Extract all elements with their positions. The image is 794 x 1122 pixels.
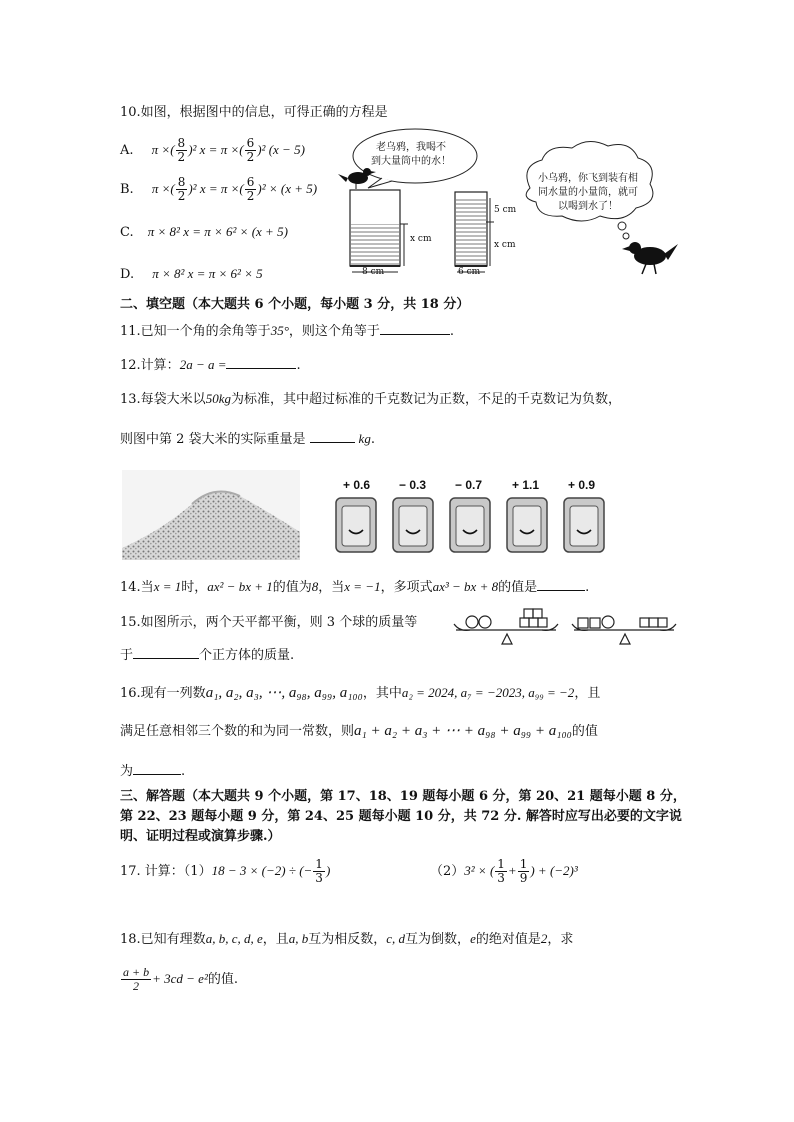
bubble-right-text: 小乌鸦，你飞到装有相 同水量的小量筒，就可 以喝到水了！: [538, 173, 638, 212]
q15-line2: 于 个正方体的质量.: [120, 648, 295, 663]
q10-option-c[interactable]: C. π × 8² x = π × 6² × (x + 5): [120, 224, 288, 240]
rice-bag-icon: [564, 498, 604, 552]
bag-label-1: + 0.6: [343, 478, 371, 492]
balance-scale-icon: [454, 609, 558, 644]
section3-line2: 第 22、23 题每小题 9 分，第 24、25 题每小题 10 分，共 72 分. 解答时应写出必要的文字说: [120, 809, 682, 824]
q15-line1: 15.如图所示，两个天平都平衡，则 3 个球的质量等: [120, 615, 418, 630]
cyl1-height-label: x cm: [410, 234, 432, 244]
cyl1-width-label: 8 cm: [362, 267, 385, 277]
bag-label-4: + 1.1: [512, 478, 540, 492]
section3-line1: 三、解答题（本大题共 9 个小题，第 17、18、19 题每小题 6 分，第 20、21 题每小题 8 分，: [120, 789, 686, 804]
q16-line2: 满足任意相邻三个数的和为同一常数，则a₁ + a₂ + a₃ + ⋯ + a₉₈ + a₉₉ + a₁₀₀的值: [120, 723, 598, 739]
q12: 12.计算：2a − a = .: [120, 357, 301, 373]
q13-line1: 13.每袋大米以50kg为标准，其中超过标准的千克数记为正数，不足的千克数记为负数，: [120, 391, 621, 407]
q10-option-d[interactable]: D. π × 8² x = π × 6² × 5: [120, 266, 263, 282]
bag-label-2: − 0.3: [399, 478, 427, 492]
q11: 11.已知一个角的余角等于35°，则这个角等于 .: [120, 323, 455, 339]
q14-answer-blank[interactable]: [537, 578, 585, 591]
q15-answer-blank[interactable]: [133, 646, 199, 659]
q10-title: 10.如图，根据图中的信息，可得正确的方程是: [120, 105, 388, 120]
balance-scales: [452, 604, 680, 656]
bag-label-5: + 0.9: [568, 478, 596, 492]
q16-line3: 为 .: [120, 764, 186, 779]
q10-option-b[interactable]: B. π ×( $\frac{8}{2}$ )² x = π ×( $\frac{6}{2}$ )² × (x + 5): [120, 175, 318, 203]
section2-title: 二、填空题（本大题共 6 个小题，每小题 3 分，共 18 分）: [120, 297, 470, 312]
q12-answer-blank[interactable]: [226, 356, 296, 369]
rice-bag-icon: [393, 498, 433, 552]
bubble-left-text: 老乌鸦，我喝不 到大量筒中的水！: [371, 142, 451, 167]
q13-line2: 则图中第 2 袋大米的实际重量是 kg.: [120, 431, 375, 447]
q18-line2: $\frac{a + b}{2}$ + 3cd − e²的值.: [123, 965, 238, 993]
cyl2-extra-label: 5 cm: [494, 205, 517, 215]
q18-line1: 18.已知有理数a, b, c, d, e，且a, b互为相反数，c, d互为倒数，e的绝对值是2，求: [120, 931, 574, 947]
q16-line1: 16.现有一列数a₁, a₂, a₃, ⋯, a₉₈, a₉₉, a₁₀₀，其中a₂ = 2024, a₇ = −2023, a₉₉ = −2，且: [120, 685, 601, 701]
rice-pile-image: [122, 470, 300, 560]
q17-part2: （2）3² × ( $\frac{1}{3}$ + $\frac{1}{9}$ ) + (−2)³: [430, 857, 578, 885]
q14: 14.当x = 1时，ax² − bx + 1的值为8，当x = −1，多项式ax³ − bx + 8的值是 .: [120, 579, 590, 595]
cyl2-height-label: x cm: [494, 240, 516, 250]
q11-answer-blank[interactable]: [380, 322, 450, 335]
q10-option-a[interactable]: A. π ×( $\frac{8}{2}$ )² x = π ×( $\frac{6}{2}$ )² (x − 5): [120, 136, 305, 164]
rice-bag-icon: [507, 498, 547, 552]
crow-icon: [622, 242, 678, 274]
section3-line3: 明、证明过程或演算步骤.）: [120, 829, 281, 844]
bag-label-3: − 0.7: [455, 478, 483, 492]
cyl2-width-label: 6 cm: [458, 267, 481, 277]
q13-answer-blank[interactable]: [310, 430, 355, 443]
q16-answer-blank[interactable]: [133, 762, 181, 775]
rice-bag-icon: [450, 498, 490, 552]
rice-bag-icon: [336, 498, 376, 552]
q17-part1: 17. 计算：（1）18 − 3 × (−2) ÷ (− $\frac{1}{3}$ ): [120, 857, 331, 885]
balance-scale-icon: [572, 616, 676, 644]
